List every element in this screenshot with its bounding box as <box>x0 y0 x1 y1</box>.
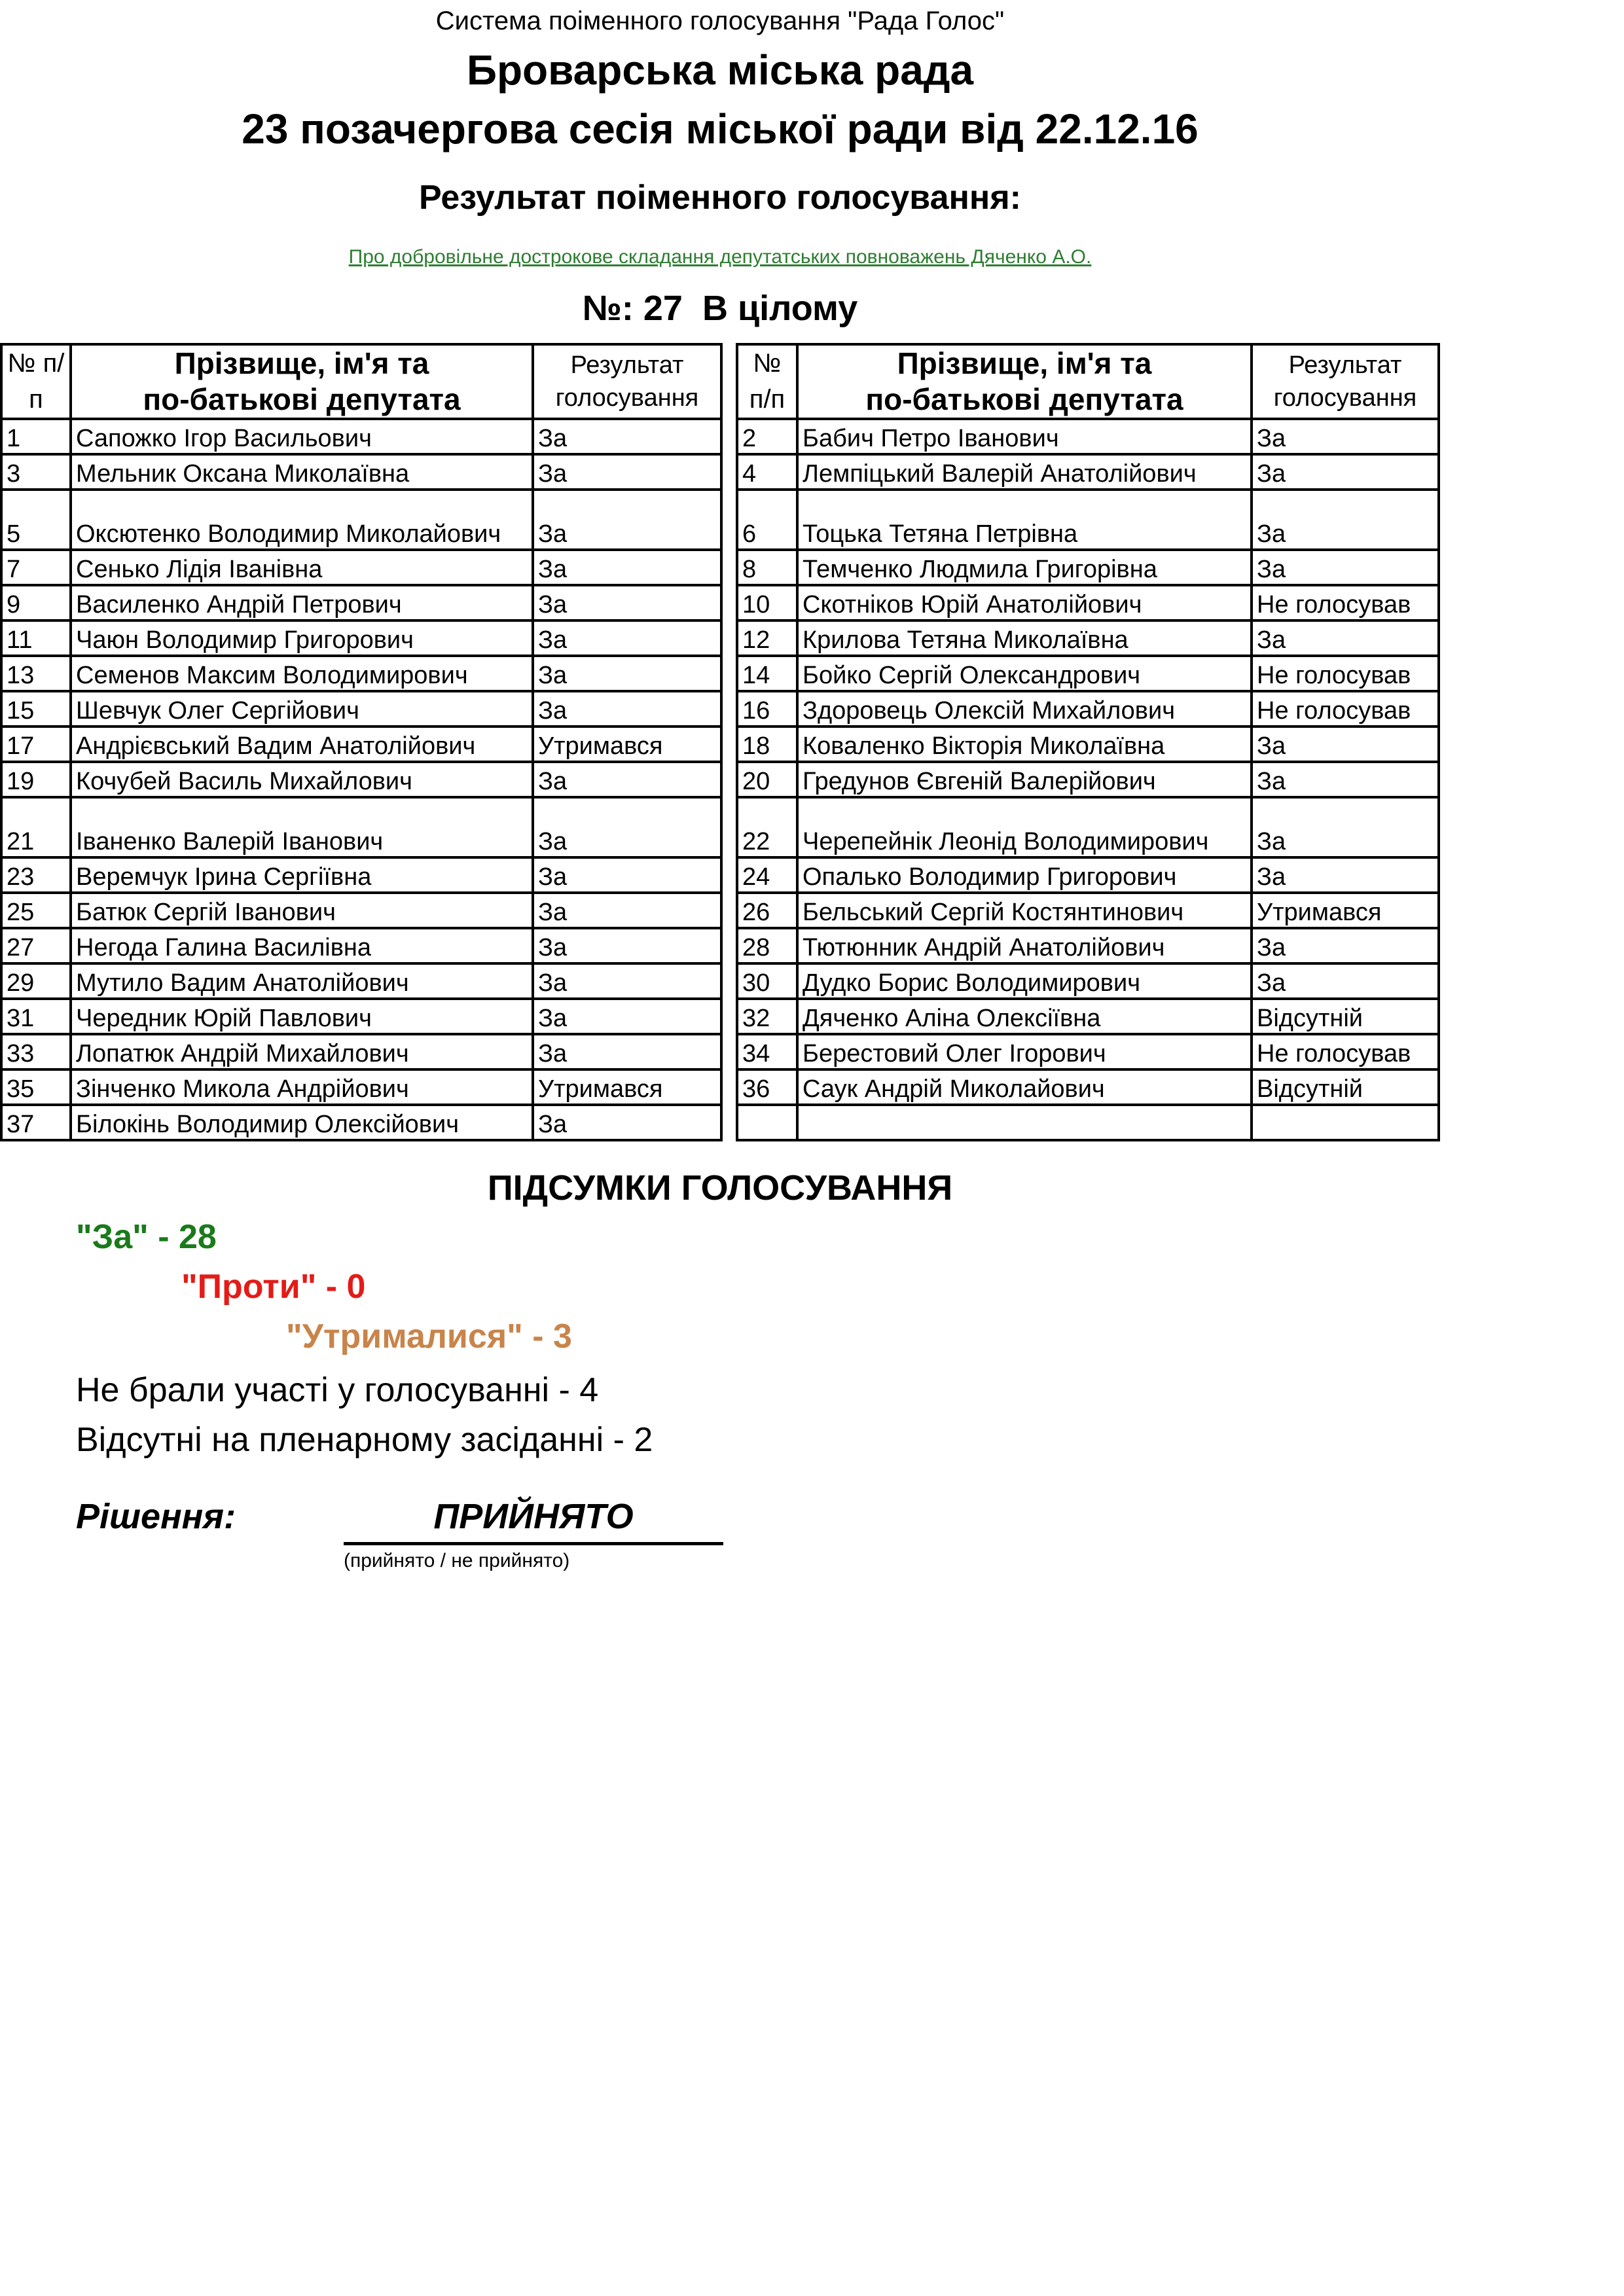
row-number: 27 <box>1 928 71 963</box>
table-row <box>737 963 1439 999</box>
table-row <box>1 454 721 490</box>
row-number: 24 <box>737 857 797 893</box>
vote-result: Не голосував <box>1252 691 1439 726</box>
vote-result: Утримався <box>533 726 721 762</box>
result-heading: Результат поіменного голосування: <box>419 179 1021 217</box>
table-row <box>1 893 721 928</box>
vote-result: За <box>1252 928 1439 963</box>
row-number: 14 <box>737 656 797 691</box>
table-row <box>737 550 1439 585</box>
vote-subject-link[interactable]: Про добровільне дострокове складання депутатських повноважень Дяченко А.О. <box>348 246 1092 268</box>
total-for: "За" - 28 <box>76 1218 217 1256</box>
header-name-line1: Прізвище, ім'я та <box>174 346 429 380</box>
row-number: 15 <box>1 691 71 726</box>
total-not-voted: Не брали участі у голосуванні - 4 <box>76 1371 599 1409</box>
row-number: 17 <box>1 726 71 762</box>
deputy-name: Василенко Андрій Петрович <box>71 585 533 620</box>
deputy-name: Батюк Сергій Іванович <box>71 893 533 928</box>
deputy-name: Зінченко Микола Андрійович <box>71 1069 533 1105</box>
decision-label: Рішення: <box>76 1497 236 1536</box>
row-number: 10 <box>737 585 797 620</box>
row-number: 9 <box>1 585 71 620</box>
vote-result: Відсутній <box>1252 1069 1439 1105</box>
vote-result: За <box>1252 797 1439 857</box>
vote-result: За <box>533 1034 721 1069</box>
row-number: 2 <box>737 419 797 454</box>
table-row <box>1 726 721 762</box>
council-name: Броварська міська рада <box>466 46 974 94</box>
row-number: 37 <box>1 1105 71 1140</box>
totals-heading: ПІДСУМКИ ГОЛОСУВАННЯ <box>487 1168 953 1208</box>
vote-result: За <box>533 656 721 691</box>
deputy-name: Мутило Вадим Анатолійович <box>71 963 533 999</box>
vote-result: Не голосував <box>1252 1034 1439 1069</box>
header-name <box>797 344 1252 419</box>
deputy-name: Бабич Петро Іванович <box>797 419 1252 454</box>
deputy-name: Чередник Юрій Павлович <box>71 999 533 1034</box>
system-title: Система поіменного голосування "Рада Голос" <box>435 7 1005 35</box>
vote-result: За <box>1252 620 1439 656</box>
table-row <box>737 1034 1439 1069</box>
total-abstain: "Утрималися" - 3 <box>286 1318 572 1355</box>
vote-result: Утримався <box>533 1069 721 1105</box>
table-row <box>737 490 1439 550</box>
table-row <box>1 963 721 999</box>
deputy-name: Андрієвський Вадим Анатолійович <box>71 726 533 762</box>
vote-result: За <box>1252 490 1439 550</box>
deputy-name: Шевчук Олег Сергійович <box>71 691 533 726</box>
header-name-line2: по-батькові депутата <box>865 382 1183 416</box>
header-result-line2: голосування <box>1273 384 1417 412</box>
vote-result: За <box>533 1105 721 1140</box>
decision-hint: (прийнято / не прийнято) <box>344 1550 570 1571</box>
decision-underline <box>344 1542 723 1545</box>
table-row <box>1 928 721 963</box>
table-row <box>1 1105 721 1140</box>
vote-result: За <box>533 762 721 797</box>
vote-result: За <box>533 454 721 490</box>
row-number: 32 <box>737 999 797 1034</box>
header-number <box>1 344 71 419</box>
deputy-name: Сенько Лідія Іванівна <box>71 550 533 585</box>
table-row <box>1 857 721 893</box>
vote-result: За <box>533 691 721 726</box>
vote-result: За <box>533 893 721 928</box>
vote-result: За <box>1252 762 1439 797</box>
row-number: 3 <box>1 454 71 490</box>
deputy-name: Чаюн Володимир Григорович <box>71 620 533 656</box>
row-number: 8 <box>737 550 797 585</box>
table-row <box>737 893 1439 928</box>
header-number-label: № п/п <box>7 349 65 414</box>
row-number: 11 <box>1 620 71 656</box>
header-name-line1: Прізвище, ім'я та <box>897 346 1152 380</box>
header-name <box>71 344 533 419</box>
deputy-name: Веремчук Ірина Сергіївна <box>71 857 533 893</box>
table-row <box>737 656 1439 691</box>
table-row <box>1 550 721 585</box>
table-row <box>737 999 1439 1034</box>
deputy-name: Черепейнік Леонід Володимирович <box>797 797 1252 857</box>
deputy-name: Кочубей Василь Михайлович <box>71 762 533 797</box>
deputy-name: Крилова Тетяна Миколаївна <box>797 620 1252 656</box>
row-number: 33 <box>1 1034 71 1069</box>
deputy-name: Дяченко Аліна Олексіївна <box>797 999 1252 1034</box>
deputy-name: Саук Андрій Миколайович <box>797 1069 1252 1105</box>
table-row <box>1 585 721 620</box>
row-number <box>737 1105 797 1140</box>
vote-result: За <box>1252 857 1439 893</box>
votes-table-right <box>736 343 1440 1141</box>
deputy-name: Семенов Максим Володимирович <box>71 656 533 691</box>
vote-result: Відсутній <box>1252 999 1439 1034</box>
row-number: 31 <box>1 999 71 1034</box>
deputy-name: Негода Галина Василівна <box>71 928 533 963</box>
deputy-name: Іваненко Валерій Іванович <box>71 797 533 857</box>
deputy-name: Дудко Борис Володимирович <box>797 963 1252 999</box>
row-number: 26 <box>737 893 797 928</box>
header-number <box>737 344 797 419</box>
table-row <box>737 762 1439 797</box>
table-row <box>1 1034 721 1069</box>
deputy-name: Темченко Людмила Григорівна <box>797 550 1252 585</box>
header-result-line1: Результат <box>1288 351 1402 379</box>
table-row <box>737 585 1439 620</box>
row-number: 12 <box>737 620 797 656</box>
deputy-name: Тоцька Тетяна Петрівна <box>797 490 1252 550</box>
vote-result: За <box>533 797 721 857</box>
table-row <box>737 419 1439 454</box>
vote-result: Не голосував <box>1252 656 1439 691</box>
deputy-name: Мельник Оксана Миколаївна <box>71 454 533 490</box>
table-row <box>1 999 721 1034</box>
row-number: 22 <box>737 797 797 857</box>
table-row <box>737 726 1439 762</box>
table-row <box>1 797 721 857</box>
row-number: 13 <box>1 656 71 691</box>
vote-result: За <box>533 963 721 999</box>
header-result-line2: голосування <box>555 384 699 412</box>
row-number: 4 <box>737 454 797 490</box>
header-name-line2: по-батькові депутата <box>143 382 461 416</box>
table-row <box>1 620 721 656</box>
deputy-name: Гредунов Євгеній Валерійович <box>797 762 1252 797</box>
vote-result: За <box>533 999 721 1034</box>
row-number: 19 <box>1 762 71 797</box>
table-row <box>737 857 1439 893</box>
deputy-name: Коваленко Вікторія Миколаївна <box>797 726 1252 762</box>
total-absent: Відсутні на пленарному засіданні - 2 <box>76 1421 653 1459</box>
table-row <box>1 419 721 454</box>
table-row <box>737 928 1439 963</box>
row-number: 29 <box>1 963 71 999</box>
deputy-name: Лемпіцький Валерій Анатолійович <box>797 454 1252 490</box>
decision-value: ПРИЙНЯТО <box>433 1497 634 1536</box>
table-row <box>737 454 1439 490</box>
vote-number-text: №: 27 В цілому <box>582 289 858 328</box>
vote-result: За <box>533 419 721 454</box>
vote-result: За <box>533 550 721 585</box>
deputy-name: Бойко Сергій Олександрович <box>797 656 1252 691</box>
session-title: 23 позачергова сесія міської ради від 22.12.16 <box>242 105 1199 152</box>
vote-result: За <box>533 490 721 550</box>
vote-result: Утримався <box>1252 893 1439 928</box>
row-number: 20 <box>737 762 797 797</box>
table-header-row <box>1 344 721 419</box>
vote-result: За <box>533 928 721 963</box>
row-number: 28 <box>737 928 797 963</box>
table-row <box>737 620 1439 656</box>
vote-result <box>1252 1105 1439 1140</box>
row-number: 25 <box>1 893 71 928</box>
vote-number <box>0 288 1440 329</box>
deputy-name: Скотніков Юрій Анатолійович <box>797 585 1252 620</box>
table-row <box>737 1105 1439 1140</box>
vote-result: За <box>1252 454 1439 490</box>
row-number: 30 <box>737 963 797 999</box>
deputy-name: Лопатюк Андрій Михайлович <box>71 1034 533 1069</box>
row-number: 6 <box>737 490 797 550</box>
row-number: 36 <box>737 1069 797 1105</box>
table-row <box>1 656 721 691</box>
vote-result: За <box>533 585 721 620</box>
row-number: 16 <box>737 691 797 726</box>
vote-result: За <box>533 857 721 893</box>
deputy-name: Берестовий Олег Ігорович <box>797 1034 1252 1069</box>
header-result-line1: Результат <box>570 351 684 379</box>
deputy-name: Оксютенко Володимир Миколайович <box>71 490 533 550</box>
row-number: 34 <box>737 1034 797 1069</box>
vote-result: За <box>1252 963 1439 999</box>
table-row <box>1 762 721 797</box>
row-number: 18 <box>737 726 797 762</box>
row-number: 21 <box>1 797 71 857</box>
deputy-name: Опалько Володимир Григорович <box>797 857 1252 893</box>
header-result <box>533 344 721 419</box>
vote-result: За <box>1252 726 1439 762</box>
row-number: 5 <box>1 490 71 550</box>
table-row <box>737 797 1439 857</box>
table-row <box>737 691 1439 726</box>
vote-result: За <box>533 620 721 656</box>
deputy-name <box>797 1105 1252 1140</box>
row-number: 7 <box>1 550 71 585</box>
vote-result: За <box>1252 419 1439 454</box>
row-number: 23 <box>1 857 71 893</box>
row-number: 1 <box>1 419 71 454</box>
table-row <box>1 490 721 550</box>
votes-table-left <box>0 343 723 1141</box>
table-header-row <box>737 344 1439 419</box>
deputy-name: Тютюнник Андрій Анатолійович <box>797 928 1252 963</box>
total-against: "Проти" - 0 <box>181 1268 366 1306</box>
deputy-name: Білокінь Володимир Олексійович <box>71 1105 533 1140</box>
vote-result: Не голосував <box>1252 585 1439 620</box>
table-row <box>1 691 721 726</box>
deputy-name: Бельський Сергій Костянтинович <box>797 893 1252 928</box>
header-number-label: № п/п <box>749 349 785 414</box>
row-number: 35 <box>1 1069 71 1105</box>
header-result <box>1252 344 1439 419</box>
vote-result: За <box>1252 550 1439 585</box>
table-row <box>1 1069 721 1105</box>
deputy-name: Здоровець Олексій Михайлович <box>797 691 1252 726</box>
table-row <box>737 1069 1439 1105</box>
deputy-name: Сапожко Ігор Васильович <box>71 419 533 454</box>
